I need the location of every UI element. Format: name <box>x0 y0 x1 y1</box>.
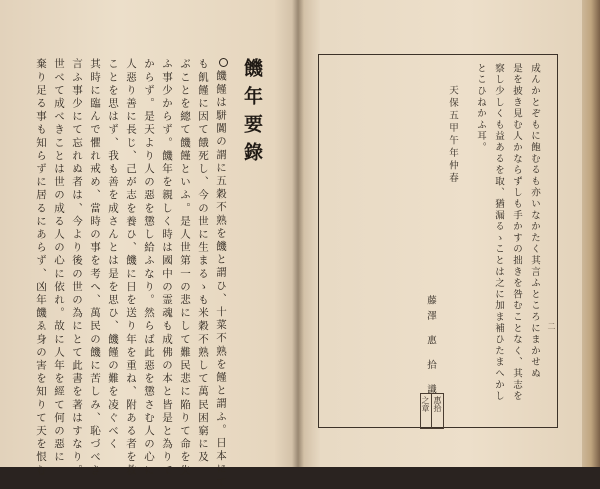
author-seal <box>420 393 444 429</box>
text-column: 人惡り善に長じ、己が志を養ひ、饑に日を送り年を重ね、附ある者を救 <box>125 58 137 478</box>
preface-frame <box>318 54 558 428</box>
preface-column: 察し少しくも益あるを取、猶漏るゝことは之に加ま補ひたまへかし <box>493 63 504 402</box>
seal-text: 之章 <box>420 394 432 428</box>
text-column: も飢饉に因て餓死し、今の世に生まるゝも米穀不熟して萬民困窮に及 <box>197 58 209 465</box>
text-column: 棄り足る事も知らずに居るにあらず、凶年饑ゑ身の害を知りて天を恨む <box>35 58 47 478</box>
text-column: 饑饉は駢闐の謂に五穀不熟を饑と謂ひ、十菜不熟を饉と謂ふ。日本にて <box>215 70 227 489</box>
left-page <box>0 0 298 489</box>
text-column: ことを思はず、我も善を成さんとは是を思ひ、饑饉の難を凌ぐべく <box>107 58 119 451</box>
text-column: 其時に臨んで懼れ戒め、當時の事を考へ、萬民の饑に苦しみ、恥づべき <box>89 58 101 478</box>
seal-text: 惠拾 <box>433 396 442 412</box>
text-column: からず。是天より人の惡を懲し給ふなり。然らば此惡を懲さむ人の心に <box>143 58 155 478</box>
text-column: ぶことを總て饑饉といふ。是人世第一の悲にして難民悲に陥りて命を失 <box>179 58 191 478</box>
date-line: 天保五甲午年仲春 <box>447 85 458 185</box>
author-signature: 藤澤 惠 拾 識 <box>425 295 436 400</box>
text-column: ふ事少からず。饑年を親しく時は國中の霊魂も成佛の本と皆是と為りて <box>161 58 173 478</box>
right-page <box>298 0 582 467</box>
preface-column: 成んかとぞもに飽むるも亦いなかたく其言ふところにまかせぬ <box>529 63 540 380</box>
page-edge <box>582 0 600 467</box>
book-gutter <box>292 0 304 467</box>
page-title: 饑年要錄 <box>241 58 263 170</box>
preface-column: とこひねかふ耳。 <box>475 63 486 154</box>
page-number: 二 <box>547 322 556 330</box>
text-column: 世べて成べきことは世の成る人の心に依れ。故に人年を經て何の惡に <box>53 58 65 465</box>
text-column: 言ふ事少にて忘れぬ者は、今より後の世の為にとて此書を著はすなり。 <box>71 58 83 478</box>
bullet-circle-icon <box>219 58 228 67</box>
preface-column: 是を披き見む人かならずしも手かすの拙きを咎むことなく、其志を <box>511 63 522 402</box>
